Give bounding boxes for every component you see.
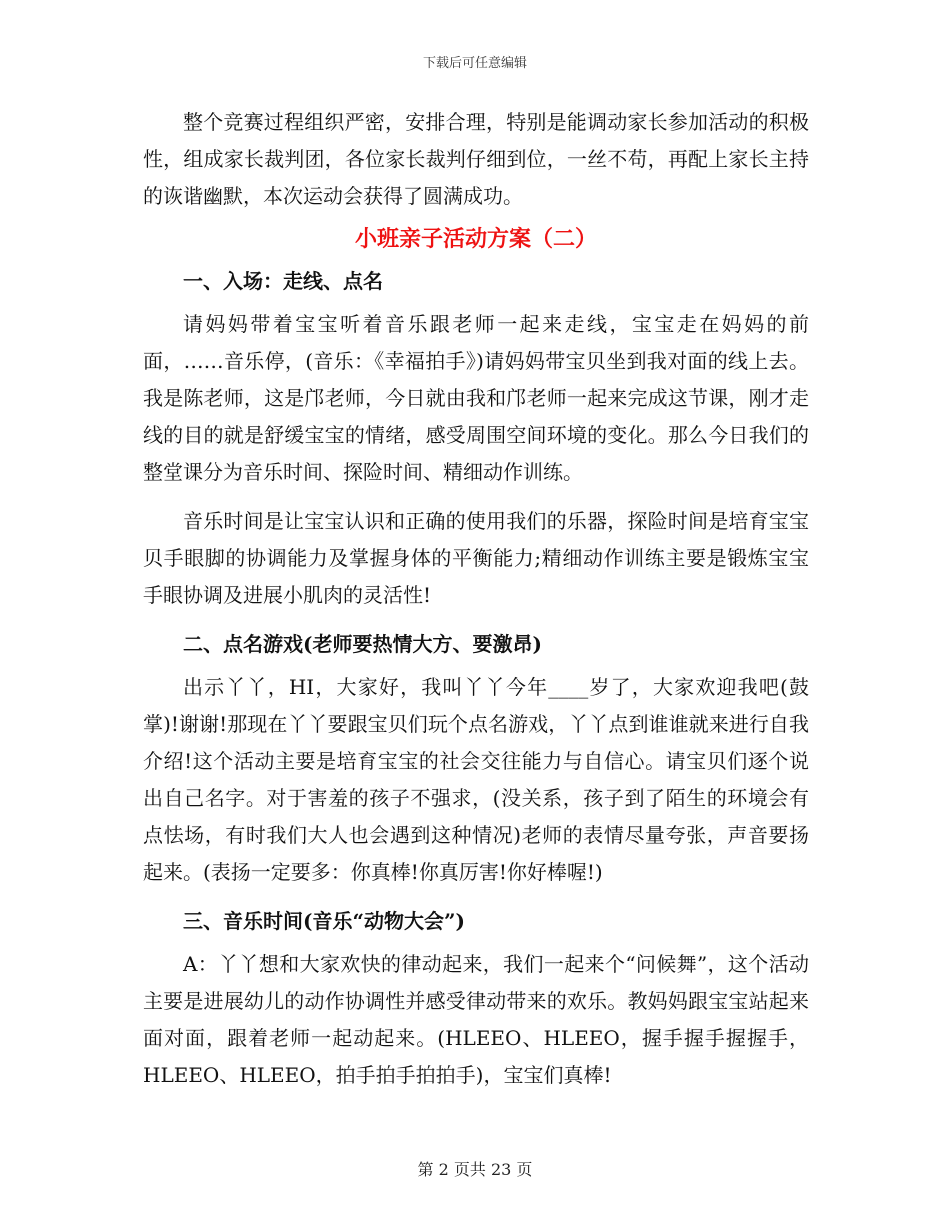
section-2-paragraph-1: 出示丫丫，HI，大家好，我叫丫丫今年____岁了，大家欢迎我吧(鼓掌)!谢谢!那现在丫丫要跟宝贝们玩个点名游戏，丫丫点到谁谁就来进行自我介绍!这个活动主要是培育宝宝的社会交往能力与自信心。请宝贝们逐个说出自己名字。对于害羞的孩子不强求，(没关系，孩子到了陌生的环境会有点怯场，有时我们大人也会遇到这种情况)老师的表情尽量夸张，声音要扬起来。(表扬一定要多：你真棒!你真厉害!你好棒喔!) [143,675,809,884]
intro-paragraph: 整个竞赛过程组织严密，安排合理，特别是能调动家长参加活动的积极性，组成家长裁判团，各位家长裁判仔细到位，一丝不苟，再配上家长主持的诙谐幽默，本次运动会获得了圆满成功。 [143,110,809,208]
section-heading-3: 三、音乐时间(音乐“动物大会”) [183,909,465,933]
page-header-note: 下载后可任意编辑 [422,56,527,71]
document-body [143,104,809,1094]
section-3-paragraph-1: A：丫丫想和大家欢快的律动起来，我们一起来个“问候舞”，这个活动主要是进展幼儿的动作协调性并感受律动带来的欢乐。教妈妈跟宝宝站起来面对面，跟着老师一起动起来。(HLEEO、HLEEO，握手握手握握手，HLEEO、HLEEO，拍手拍手拍拍手)，宝宝们真棒! [143,952,809,1087]
section-1-paragraph-2: 音乐时间是让宝宝认识和正确的使用我们的乐器，探险时间是培育宝宝贝手眼脚的协调能力及掌握身体的平衡能力;精细动作训练主要是锻炼宝宝手眼协调及进展小肌肉的灵活性! [143,509,809,607]
page-number: 第 2 页共 23 页 [417,1160,533,1179]
document-title: 小班亲子活动方案（二） [354,226,597,252]
section-heading-2: 二、点名游戏(老师要热情大方、要激昂) [183,632,542,656]
section-heading-1: 一、入场：走线、点名 [183,269,383,293]
section-1-paragraph-1: 请妈妈带着宝宝听着音乐跟老师一起来走线，宝宝走在妈妈的前面，……音乐停，(音乐：《幸福拍手》)请妈妈带宝贝坐到我对面的线上去。我是陈老师，这是邝老师，今日就由我和邝老师一起来完成这节课，刚才走线的目的就是舒缓宝宝的情绪，感受周围空间环境的变化。那么今日我们的整堂课分为音乐时间、探险时间、精细动作训练。 [143,312,809,484]
